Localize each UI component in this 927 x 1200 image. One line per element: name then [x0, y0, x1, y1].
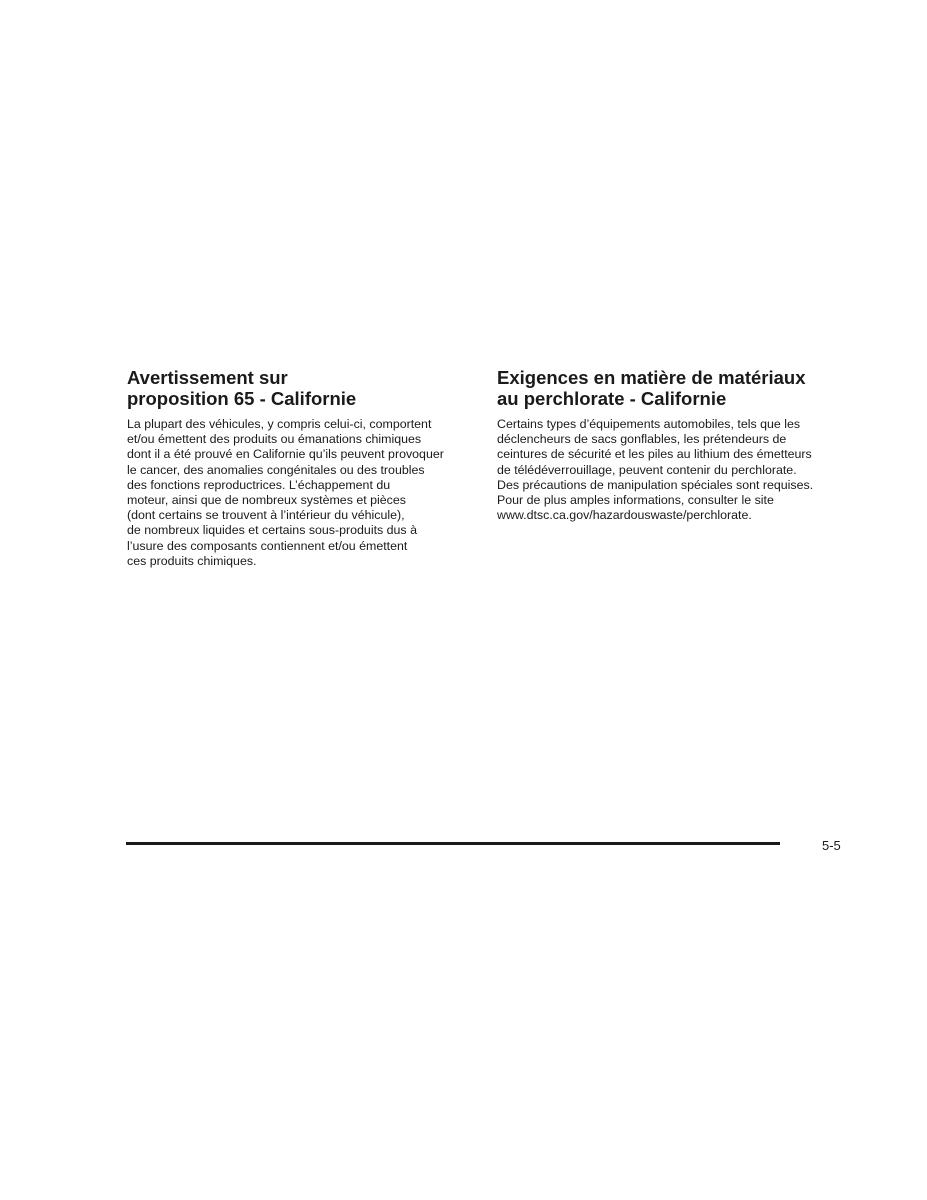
- section-body-perchlorate: Certains types d’équipements automobiles, tels que les déclencheurs de sacs gonflables, les prétendeurs de ceintures de sécurité et les piles au lithium des émetteurs de télédéverrouillage, peuvent contenir du perchlorate. Des précautions de manipulation spéciales sont requises. Pour de plus amples informations, consulter le site www.dtsc.ca.gov/hazardouswaste/perchlorate.: [497, 417, 814, 523]
- section-perchlorate: [497, 367, 847, 523]
- page-number: 5-5: [822, 838, 841, 853]
- section-body-prop65: La plupart des véhicules, y compris celui-ci, comportent et/ou émettent des produits ou émanations chimiques dont il a été prouvé en Californie qu’ils peuvent provoquer le cancer, des anomalies congénitales ou des troubles des fonctions reproductrices. L’échappement du moteur, ainsi que de nombreux systèmes et pièces (dont certains se trouvent à l’intérieur du véhicule), de nombreux liquides et certains sous-produits dus à l’usure des composants contiennent et/ou émettent ces produits chimiques.: [127, 417, 444, 568]
- section-heading-prop65: Avertissement sur proposition 65 - Californie: [127, 367, 357, 409]
- section-heading-perchlorate: Exigences en matière de matériaux au perchlorate - Californie: [497, 367, 806, 409]
- footer-rule: [126, 842, 780, 845]
- section-prop65: [127, 367, 477, 569]
